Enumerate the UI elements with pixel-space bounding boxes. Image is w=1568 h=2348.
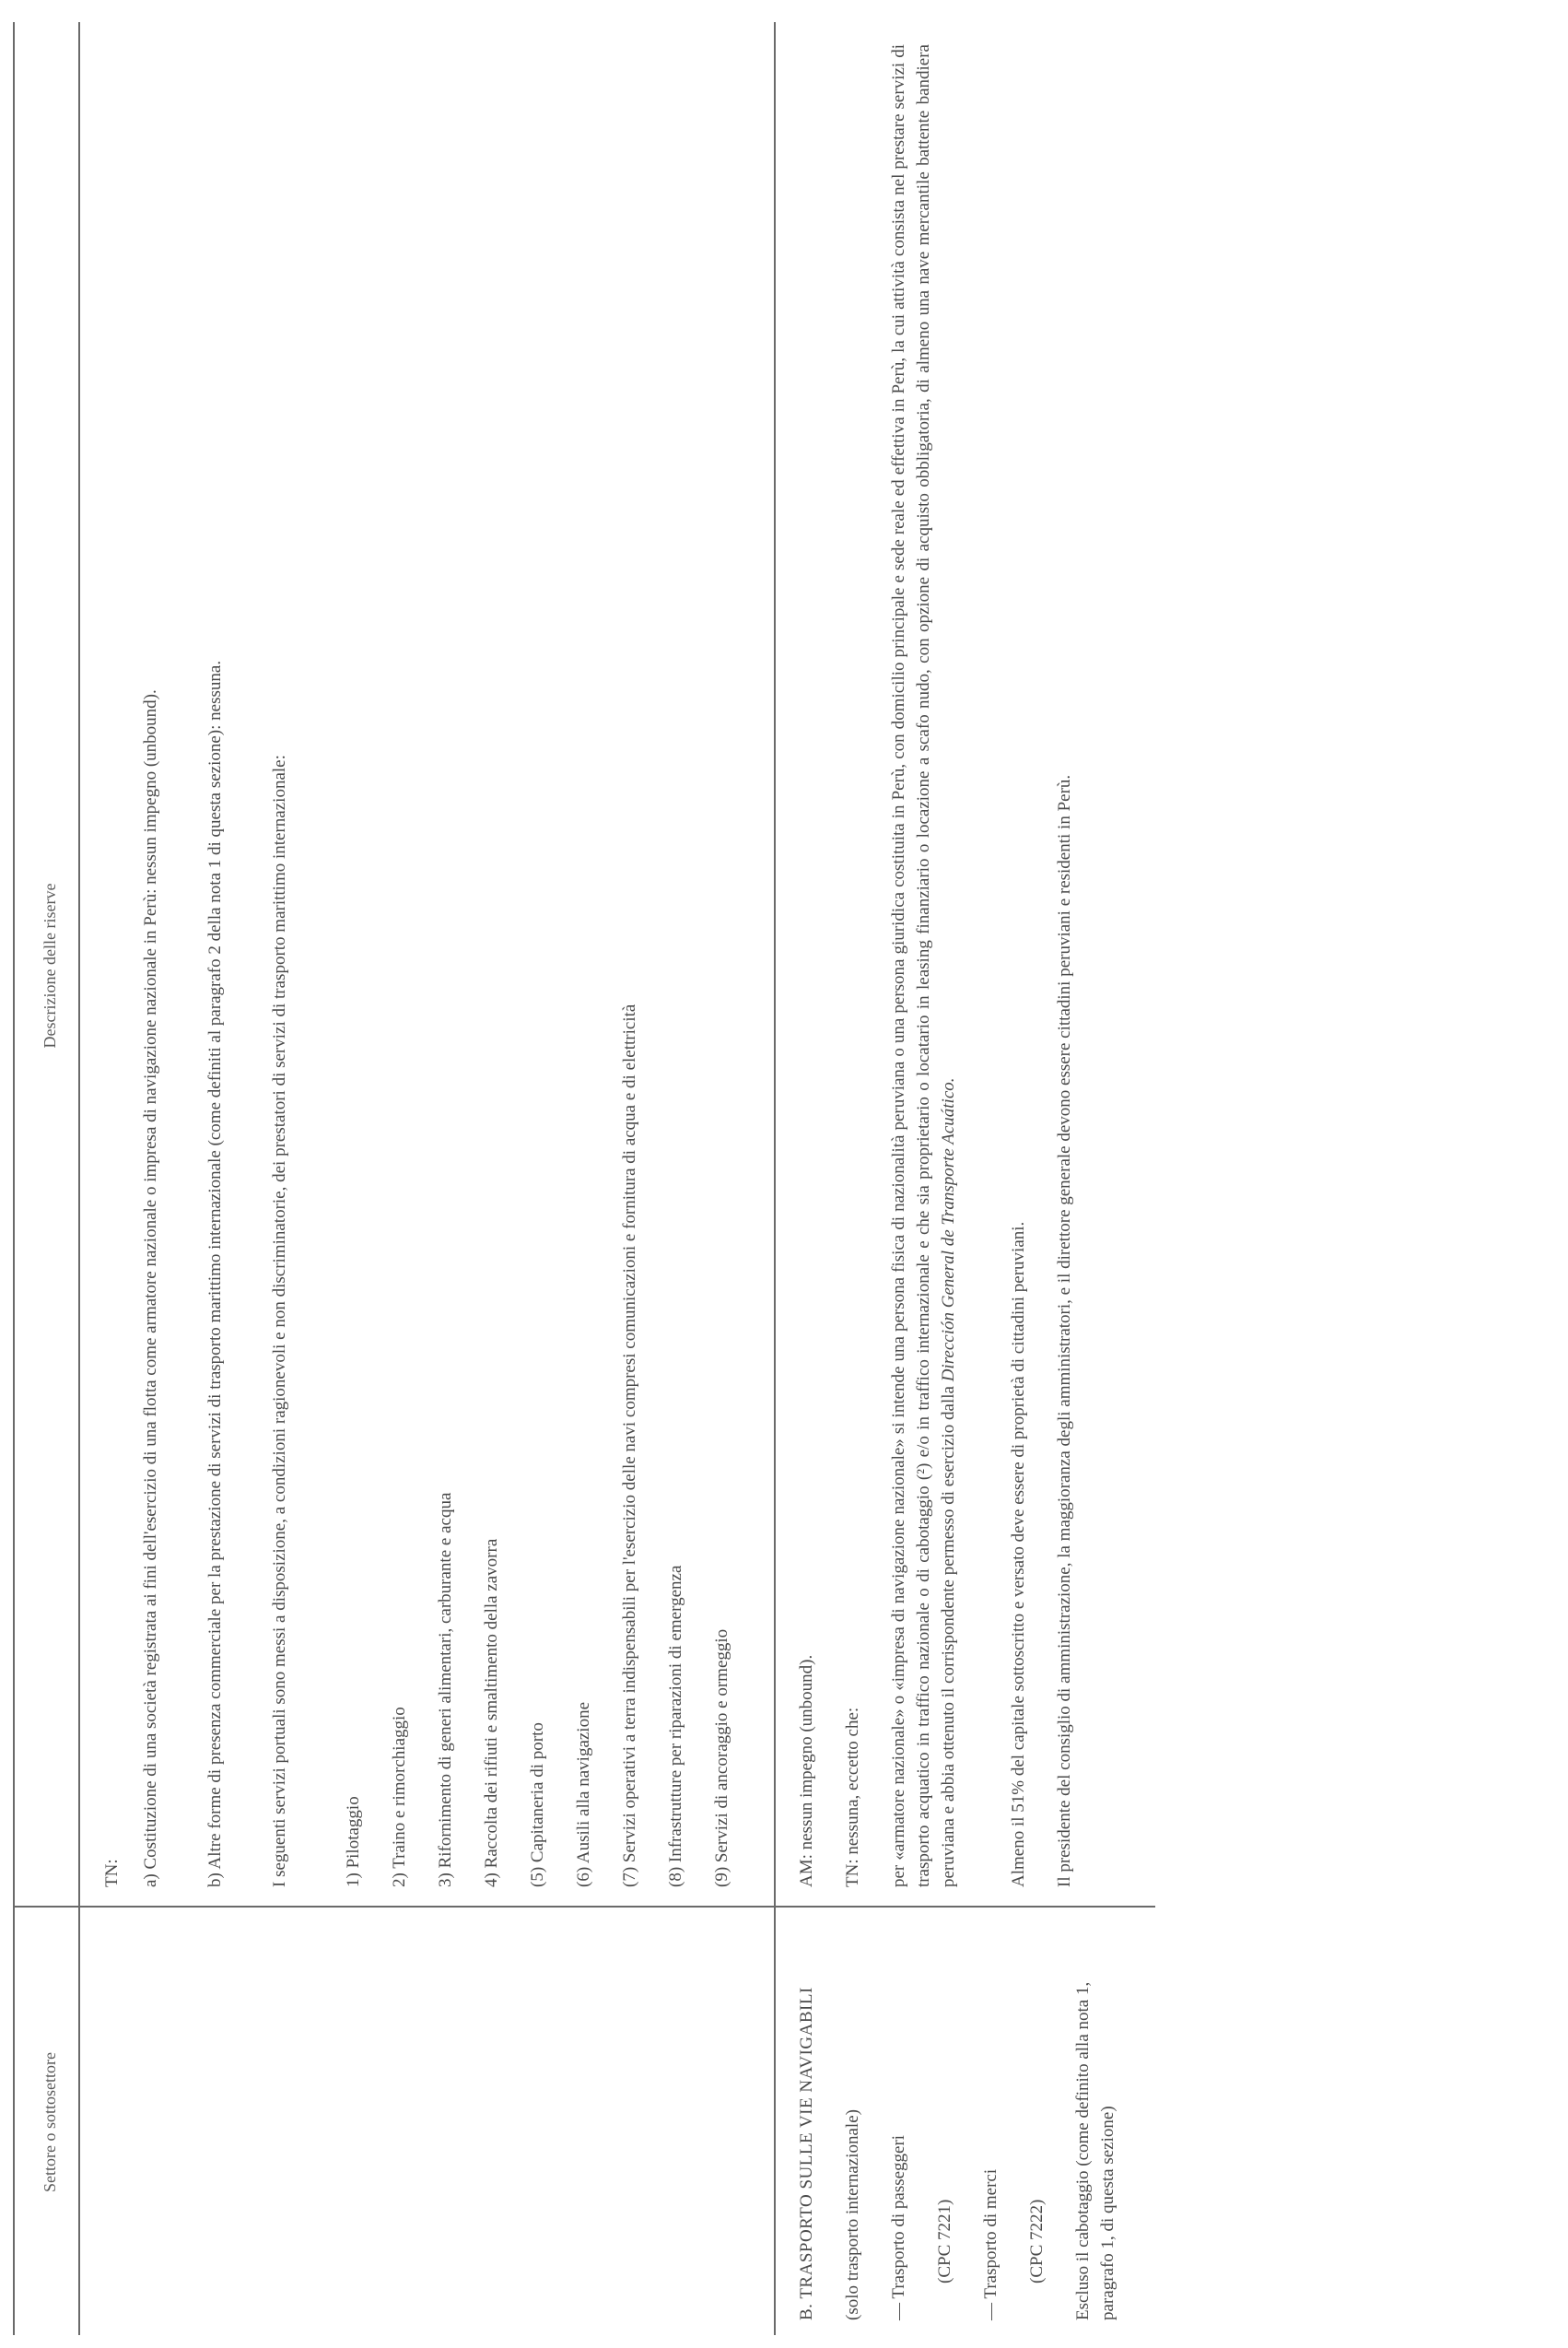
- a-list-1: 1) Pilotaggio: [344, 1796, 363, 1887]
- b-excluded: Escluso il cabotaggio (come definito alla nota 1, paragrafo 1, di questa sezione): [1073, 1981, 1117, 2320]
- header-sector: Settore o sottosettore: [41, 2052, 59, 2192]
- b-freight: — Trasporto di merci: [981, 2168, 1000, 2320]
- b-cpc-7222: (CPC 7222): [1027, 2199, 1047, 2283]
- section-divider: [774, 22, 776, 2335]
- a-list-4: 4) Raccolta dei rifiuti e smaltimento della zavorra: [482, 1538, 501, 1887]
- b-capital: Almeno il 51% del capitale sottoscritto e versato deve essere di proprietà di cittadini peruviani.: [1009, 1221, 1028, 1887]
- a-list-2: 2) Traino e rimorchiaggio: [390, 1707, 409, 1887]
- a-item-a: a) Costituzione di una società registrata ai fini dell'esercizio di una flotta come armatore nazionale o impresa di navigazione nazionale in Perù: nessun impegno (unbound).: [141, 689, 160, 1887]
- b-definition-text: per «armatore nazionale» o «impresa di navigazione nazionale» si intende una persona fisica di nazionalità peruviana o una persona giuridica costituita in Perù, con domicilio principale e sede reale ed effettiva in Perù, la cui attività consista nel prestare servizi di trasporto acquatico in traffico nazionale o di cabotaggio (²) e/o in traffico internazionale e che sia proprietario o locatario in leasing finanziario o locazione a scafo nudo, con opzione di acquisto obbligatoria, di almeno una nave mercantile battente bandiera peruviana e abbia ottenuto il corrispondente permesso di esercizio dalla: [889, 44, 958, 1887]
- b-passengers: — Trasporto di passeggeri: [889, 2134, 908, 2320]
- vertical-divider: [13, 1906, 1155, 1908]
- a-list-7: (7) Servizi operativi a terra indispensabili per l'esercizio delle navi compresi comunicazioni e fornitura di acqua e di elettricità: [620, 1004, 639, 1887]
- header-underline: [78, 22, 80, 2335]
- a-list-5: (5) Capitaneria di porto: [528, 1722, 547, 1887]
- top-border: [13, 22, 15, 2335]
- a-list-9: (9) Servizi di ancoraggio e ormeggio: [712, 1628, 731, 1887]
- b-definition-authority: Dirección General de Transporte Acuático.: [939, 1077, 958, 1382]
- b-tn: TN: nessuna, eccetto che:: [843, 1707, 862, 1887]
- b-title: B. TRASPORTO SULLE VIE NAVIGABILI: [797, 1987, 816, 2320]
- a-list-3: 3) Rifornimento di generi alimentari, carburante e acqua: [436, 1492, 455, 1887]
- a-list-8: (8) Infrastrutture per riparazioni di emergenza: [666, 1565, 685, 1887]
- b-am: AM: nessun impegno (unbound).: [797, 1654, 816, 1887]
- b-subtitle: (solo trasporto internazionale): [843, 2109, 862, 2320]
- b-cpc-7221: (CPC 7221): [935, 2199, 954, 2283]
- b-definition: [886, 44, 961, 1887]
- a-list-6: (6) Ausili alla navigazione: [574, 1701, 593, 1887]
- a-intro: I seguenti servizi portuali sono messi a disposizione, a condizioni ragionevoli e non discriminatorie, dei prestatori di servizi di trasporto marittimo internazionale:: [270, 755, 289, 1887]
- a-item-b: b) Altre forme di presenza commerciale per la prestazione di servizi di trasporto marittimo internazionale (come definiti al paragrafo 2 della nota 1 di questa sezione): nessuna.: [205, 660, 225, 1887]
- header-description: Descrizione delle riserve: [41, 883, 59, 1049]
- a-tn: TN:: [102, 1859, 122, 1887]
- b-president: Il presidente del consiglio di amministrazione, la maggioranza degli amministratori, e il direttore generale devono essere cittadini peruviani e residenti in Perù.: [1055, 774, 1074, 1887]
